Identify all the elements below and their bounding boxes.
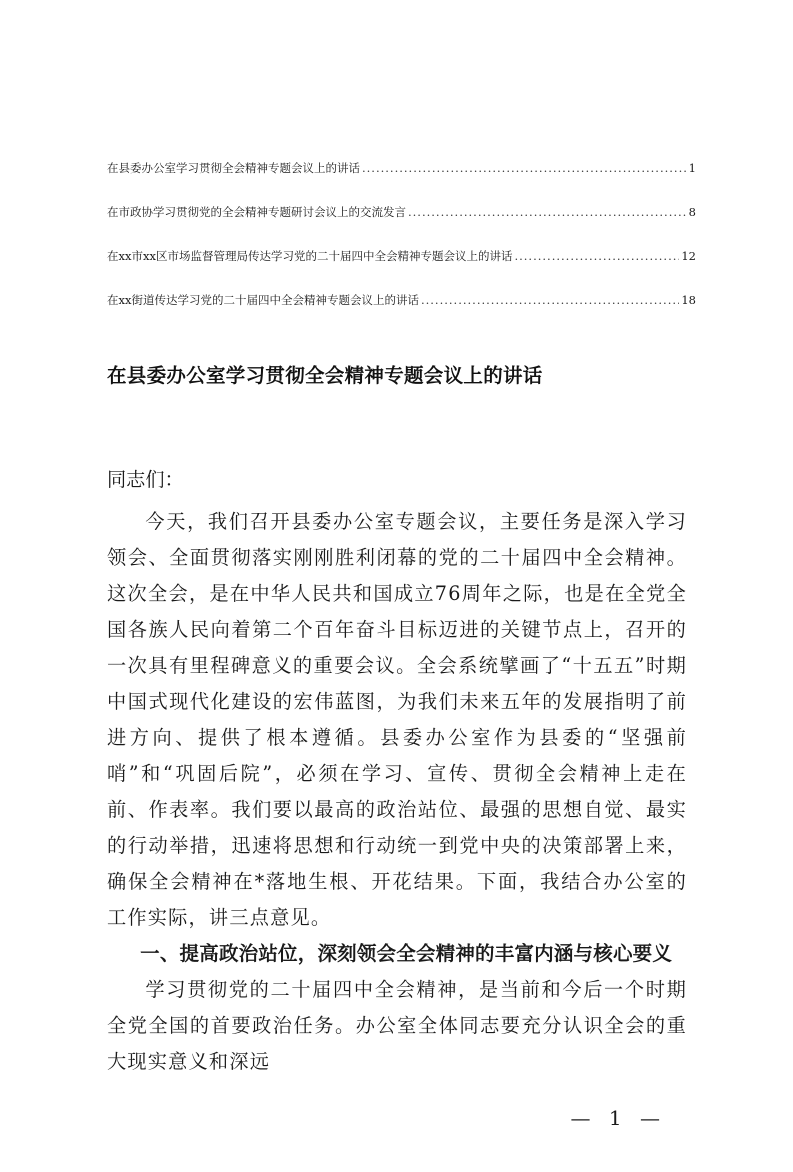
document-title: 在县委办公室学习贯彻全会精神专题会议上的讲话 bbox=[107, 364, 543, 387]
paragraph: 今天，我们召开县委办公室专题会议，主要任务是深入学习领会、全面贯彻落实刚刚胜利闭幕的党的二十届四中全会精神。这次全会，是在中华人民共和国成立76周年之际，也是在全党全国各族人民向着第二个百年奋斗目标迈进的关键节点上，召开的一次具有里程碑意义的重要会议。全会系统擘画了“十五五”时期中国式现代化建设的宏伟蓝图，为我们未来五年的发展指明了前进方向、提供了根本遵循。县委办公室作为县委的“坚强前哨”和“巩固后院”，必须在学习、宣传、贯彻全会精神上走在前、作表率。我们要以最高的政治站位、最强的思想自觉、最实的行动举措，迅速将思想和行动统一到党中央的决策部署上来，确保全会精神在*落地生根、开花结果。下面，我结合办公室的工作实际，讲三点意见。 bbox=[107, 510, 687, 929]
toc-entry-title: 在xx街道传达学习党的二十届四中全会精神专题会议上的讲话 bbox=[107, 293, 419, 307]
page-footer bbox=[107, 1080, 696, 1132]
section-heading: 一、提高政治站位，深刻领会全会精神的丰富内涵与核心要义 bbox=[140, 942, 673, 965]
toc-leader-dots bbox=[362, 160, 687, 176]
toc-entry[interactable] bbox=[107, 248, 696, 292]
toc-entry-title: 在市政协学习贯彻党的全会精神专题研讨会议上的交流发言 bbox=[107, 205, 406, 219]
toc-leader-dots bbox=[421, 292, 679, 308]
document-body bbox=[107, 462, 687, 1080]
toc-leader-dots bbox=[408, 204, 687, 220]
toc-entry-title: 在xx市xx区市场监督管理局传达学习党的二十届四中全会精神专题会议上的讲话 bbox=[107, 249, 513, 263]
page-number: — 1 — bbox=[570, 1106, 666, 1130]
toc-entry-page: 18 bbox=[681, 293, 696, 307]
toc-entry-page: 12 bbox=[681, 249, 696, 263]
toc-entry-page: 1 bbox=[688, 161, 696, 175]
paragraph: 学习贯彻党的二十届四中全会精神，是当前和今后一个时期全党全国的首要政治任务。办公室全体同志要充分认识全会的重大现实意义和深远 bbox=[107, 978, 687, 1073]
salutation: 同志们： bbox=[107, 468, 184, 491]
toc-entry-title: 在县委办公室学习贯彻全会精神专题会议上的讲话 bbox=[107, 161, 360, 175]
toc-entry[interactable] bbox=[107, 204, 696, 248]
toc-entry-page: 8 bbox=[688, 205, 696, 219]
toc-entry[interactable] bbox=[107, 160, 696, 204]
toc-entry[interactable] bbox=[107, 292, 696, 336]
toc-leader-dots bbox=[514, 248, 679, 264]
table-of-contents bbox=[107, 160, 696, 336]
